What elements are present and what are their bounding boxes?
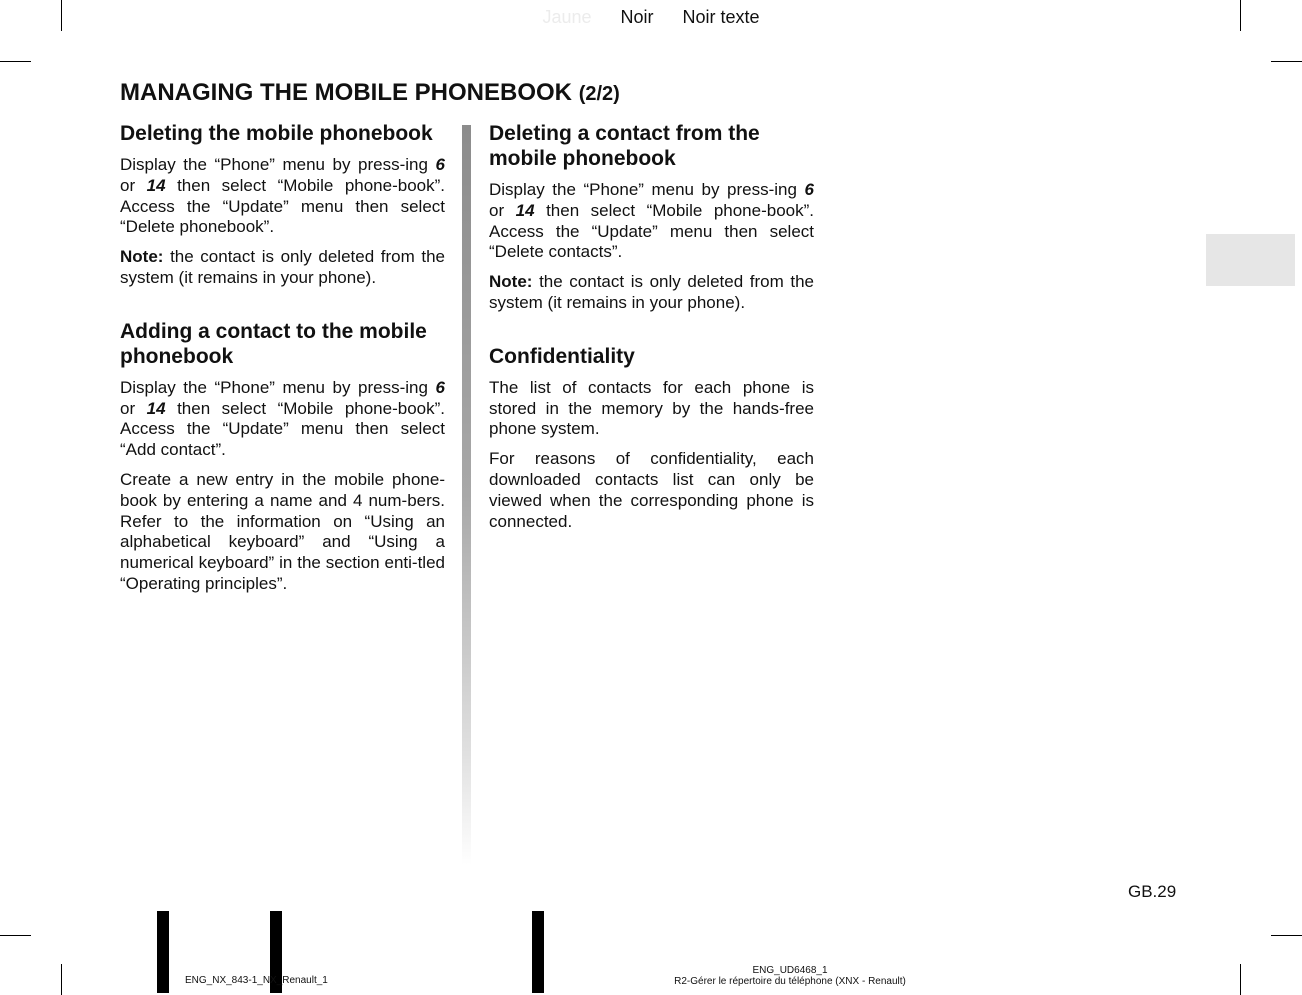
section-delete-contact xyxy=(489,121,814,314)
text-run: then select “Mobile phone-book”. Access the “Update” menu then select “Add contact”. xyxy=(120,398,445,460)
crop-mark xyxy=(0,935,31,936)
section-heading: Confidentiality xyxy=(489,344,635,368)
footer-module-id xyxy=(640,965,940,987)
note-paragraph xyxy=(120,247,445,289)
registration-bar xyxy=(157,911,169,993)
paragraph: Create a new entry in the mobile phone-book by entering a name and 4 num-bers. Refer to the information on “Using an alphabetical keyboard” and “Using a numerical keyboard” in the section enti-tled “Operating principles”. xyxy=(120,469,445,593)
crop-mark xyxy=(61,964,62,995)
note-label: Note: xyxy=(120,247,164,267)
swatch-jaune: Jaune xyxy=(542,7,592,27)
paragraph xyxy=(120,155,445,238)
text-run: or xyxy=(120,398,136,418)
page-title-main: MANAGING THE MOBILE PHONEBOOK xyxy=(120,79,573,106)
swatch-noir-texte: Noir texte xyxy=(682,7,760,27)
left-column xyxy=(120,121,445,625)
footer-module-code: ENG_UD6468_1 xyxy=(752,965,828,976)
section-add-contact xyxy=(120,319,445,595)
key-number: 6 xyxy=(804,180,814,199)
swatch-noir: Noir xyxy=(620,7,654,27)
text-run: then select “Mobile phone-book”. Access the “Update” menu then select “Delete contacts”. xyxy=(489,200,814,262)
crop-mark xyxy=(1271,935,1302,936)
key-number: 6 xyxy=(435,377,445,397)
crop-mark xyxy=(1240,964,1241,995)
registration-bar xyxy=(532,911,544,993)
text-run: then select “Mobile phone-book”. Access the “Update” menu then select “Delete phonebook”. xyxy=(120,175,445,237)
section-heading: Deleting the mobile phonebook xyxy=(120,122,433,145)
footer-module-title: R2-Gérer le répertoire du téléphone (XNX - Renault) xyxy=(674,976,906,987)
paragraph: The list of contacts for each phone is stored in the memory by the hands-free phone system. xyxy=(489,377,814,439)
section-heading: Adding a contact to the mobile phonebook xyxy=(120,319,427,368)
key-number: 6 xyxy=(435,155,445,174)
page-number: GB.29 xyxy=(1128,882,1177,901)
section-confidentiality xyxy=(489,344,814,533)
note-paragraph xyxy=(489,272,814,314)
right-column xyxy=(489,121,814,562)
section-heading: Deleting a contact from the mobile phonebook xyxy=(489,122,760,170)
text-run: Display the “Phone” menu by press-ing xyxy=(489,180,797,199)
key-number: 14 xyxy=(146,398,166,418)
section-delete-phonebook xyxy=(120,121,445,289)
text-run: or xyxy=(489,200,505,220)
text-run: Display the “Phone” menu by press-ing xyxy=(120,155,428,174)
paragraph xyxy=(120,378,445,461)
note-label: Note: xyxy=(489,272,533,292)
paragraph: For reasons of confidentiality, each downloaded contacts list can only be viewed when the corresponding phone is connected. xyxy=(489,449,814,531)
color-swatch-labels xyxy=(0,6,1302,28)
page-title xyxy=(120,78,620,109)
crop-mark xyxy=(1271,61,1302,62)
text-run: or xyxy=(120,175,136,195)
note-text: the contact is only deleted from the system (it remains in your phone). xyxy=(489,272,814,312)
key-number: 14 xyxy=(146,175,166,195)
footer-file-id: ENG_NX_843-1_NX_Renault_1 xyxy=(185,975,328,986)
note-text: the contact is only deleted from the system (it remains in your phone). xyxy=(120,247,445,287)
chapter-thumb-tab xyxy=(1206,234,1295,286)
key-number: 14 xyxy=(515,200,535,220)
page-title-suffix: (2/2) xyxy=(578,83,620,105)
crop-mark xyxy=(0,61,31,62)
text-run: Display the “Phone” menu by press-ing xyxy=(120,377,428,397)
paragraph xyxy=(489,180,814,263)
column-divider xyxy=(462,125,471,865)
